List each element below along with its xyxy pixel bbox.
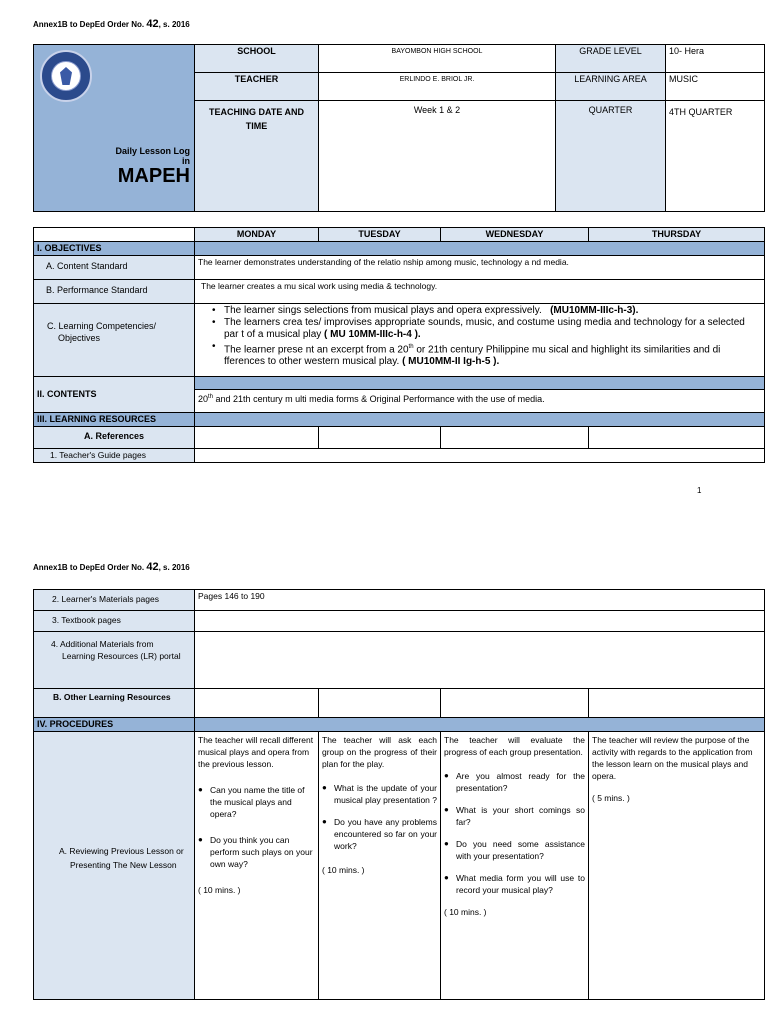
doc-subject: MAPEH	[117, 165, 190, 187]
performance-standard-label: B. Performance Standard	[34, 280, 195, 304]
tuesday-procedure: The teacher will ask each group on the progress of their plan for the play. ● What is the update of your musical play presentation ? ● Do you have any problems encountered so far on your work? ( 10 mins. )	[319, 732, 441, 1000]
school-value: BAYOMBON HIGH SCHOOL	[319, 45, 556, 73]
competency-item: • The learner prese nt an excerpt from a 20th or 21th century Philippine mu sical and highlight its similarities and di fferences to other western musical play. ( MU10MM-II Ig-h-5 ).	[224, 341, 761, 368]
grade-value: 10- Hera	[666, 45, 765, 73]
days-corner	[34, 228, 195, 242]
doc-title: Daily Lesson Log in	[115, 146, 190, 166]
date-label: TEACHING DATE AND TIME	[195, 101, 319, 212]
list-item: ● Do you have any problems encountered so far on your work?	[322, 816, 437, 852]
annex-suffix: , s. 2016	[158, 20, 190, 29]
school-label: SCHOOL	[195, 45, 319, 73]
reviewing-lesson-label: A. Reviewing Previous Lesson or Presenting The New Lesson	[34, 732, 195, 1000]
annex-header-page2: Annex1B to DepEd Order No. 42, s. 2016	[33, 561, 190, 573]
annex-prefix: Annex1B to DepEd Order No.	[33, 20, 145, 29]
deped-seal-icon	[40, 50, 92, 102]
contents-cell	[195, 377, 765, 413]
list-item: ● Can you name the title of the musical plays and opera?	[198, 784, 315, 820]
content-standard-label: A. Content Standard	[34, 256, 195, 280]
lesson-table-page1	[33, 227, 765, 463]
teacher-value: ERLINDO E. BRIOL JR.	[319, 73, 556, 101]
monday-procedure: The teacher will recall different musical plays and opera from the previous lesson. ● Can you name the title of the musical plays and opera? ● Do you think you can perform such plays on your own way? ( 10 mins. )	[195, 732, 319, 1000]
performance-standard-value: The learner creates a mu sical work using media & technology.	[195, 280, 765, 304]
page-number: 1	[697, 486, 702, 495]
teacher-label: TEACHER	[195, 73, 319, 101]
resources-bar	[195, 413, 765, 427]
textbook-label: 3. Textbook pages	[34, 611, 195, 632]
day-monday: MONDAY	[195, 228, 319, 242]
quarter-label: QUARTER	[556, 101, 666, 212]
day-tuesday: TUESDAY	[319, 228, 441, 242]
objectives-heading: I. OBJECTIVES	[34, 242, 195, 256]
area-label: LEARNING AREA	[556, 73, 666, 101]
list-item: ● Do you need some assistance with your presentation?	[444, 838, 585, 862]
competency-item: • The learner sings selections from musical plays and opera expressively. (MU10MM-IIIc-h-3).	[224, 305, 761, 317]
references-label: A. References	[34, 427, 195, 449]
list-item: ● What is your short comings so far?	[444, 804, 585, 828]
thursday-procedure: The teacher will review the purpose of the activity with regards to the application from the lesson learn on the musical plays and opera. ( 5 mins. )	[589, 732, 765, 1000]
list-item: ● What media form you will use to record your musical play?	[444, 872, 585, 896]
competencies-value	[195, 304, 765, 377]
wednesday-procedure: The teacher will evaluate the progress of each group presentation. ● Are you almost ready for the presentation? ● What is your short comings so far? ● Do you need some assistance with your presentation? ● What media form you will use to record your musical play? ( 10 mins. )	[441, 732, 589, 1000]
annex-number: 42	[146, 18, 159, 30]
lesson-table-page2	[33, 589, 765, 1000]
day-wednesday: WEDNESDAY	[441, 228, 589, 242]
header-table	[33, 44, 765, 212]
list-item: ● What is the update of your musical play presentation ?	[322, 782, 437, 806]
other-resources-label: B. Other Learning Resources	[34, 689, 195, 718]
header-brand-cell	[34, 45, 195, 212]
grade-label: GRADE LEVEL	[556, 45, 666, 73]
annex-header	[33, 18, 190, 30]
day-thursday: THURSDAY	[589, 228, 765, 242]
date-value: Week 1 & 2	[319, 101, 556, 212]
additional-materials-label: 4. Additional Materials from Learning Resources (LR) portal	[34, 632, 195, 689]
procedures-bar	[195, 718, 765, 732]
learners-materials-value: Pages 146 to 190	[195, 590, 765, 611]
competencies-label: C. Learning Competencies/ Objectives	[34, 304, 195, 377]
list-item: ● Do you think you can perform such plays on your own way?	[198, 834, 315, 870]
quarter-value: 4TH QUARTER	[666, 101, 765, 212]
teachers-guide-label: 1. Teacher's Guide pages	[34, 449, 195, 463]
content-standard-value: The learner demonstrates understanding of the relatio nship among music, technology a nd media.	[195, 256, 765, 280]
objectives-bar	[195, 242, 765, 256]
learners-materials-label: 2. Learner's Materials pages	[34, 590, 195, 611]
resources-heading: III. LEARNING RESOURCES	[34, 413, 195, 427]
competency-item: • The learners crea tes/ improvises appropriate sounds, music, and costume using media and technology for a selected par t of a musical play ( MU 10MM-IIIc-h-4 ).	[224, 317, 761, 341]
procedures-heading: IV. PROCEDURES	[34, 718, 195, 732]
contents-value: 20th and 21th century m ulti media forms & Original Performance with the use of media.	[198, 394, 545, 404]
list-item: ● Are you almost ready for the presentation?	[444, 770, 585, 794]
contents-heading: II. CONTENTS	[34, 377, 195, 413]
area-value: MUSIC	[666, 73, 765, 101]
